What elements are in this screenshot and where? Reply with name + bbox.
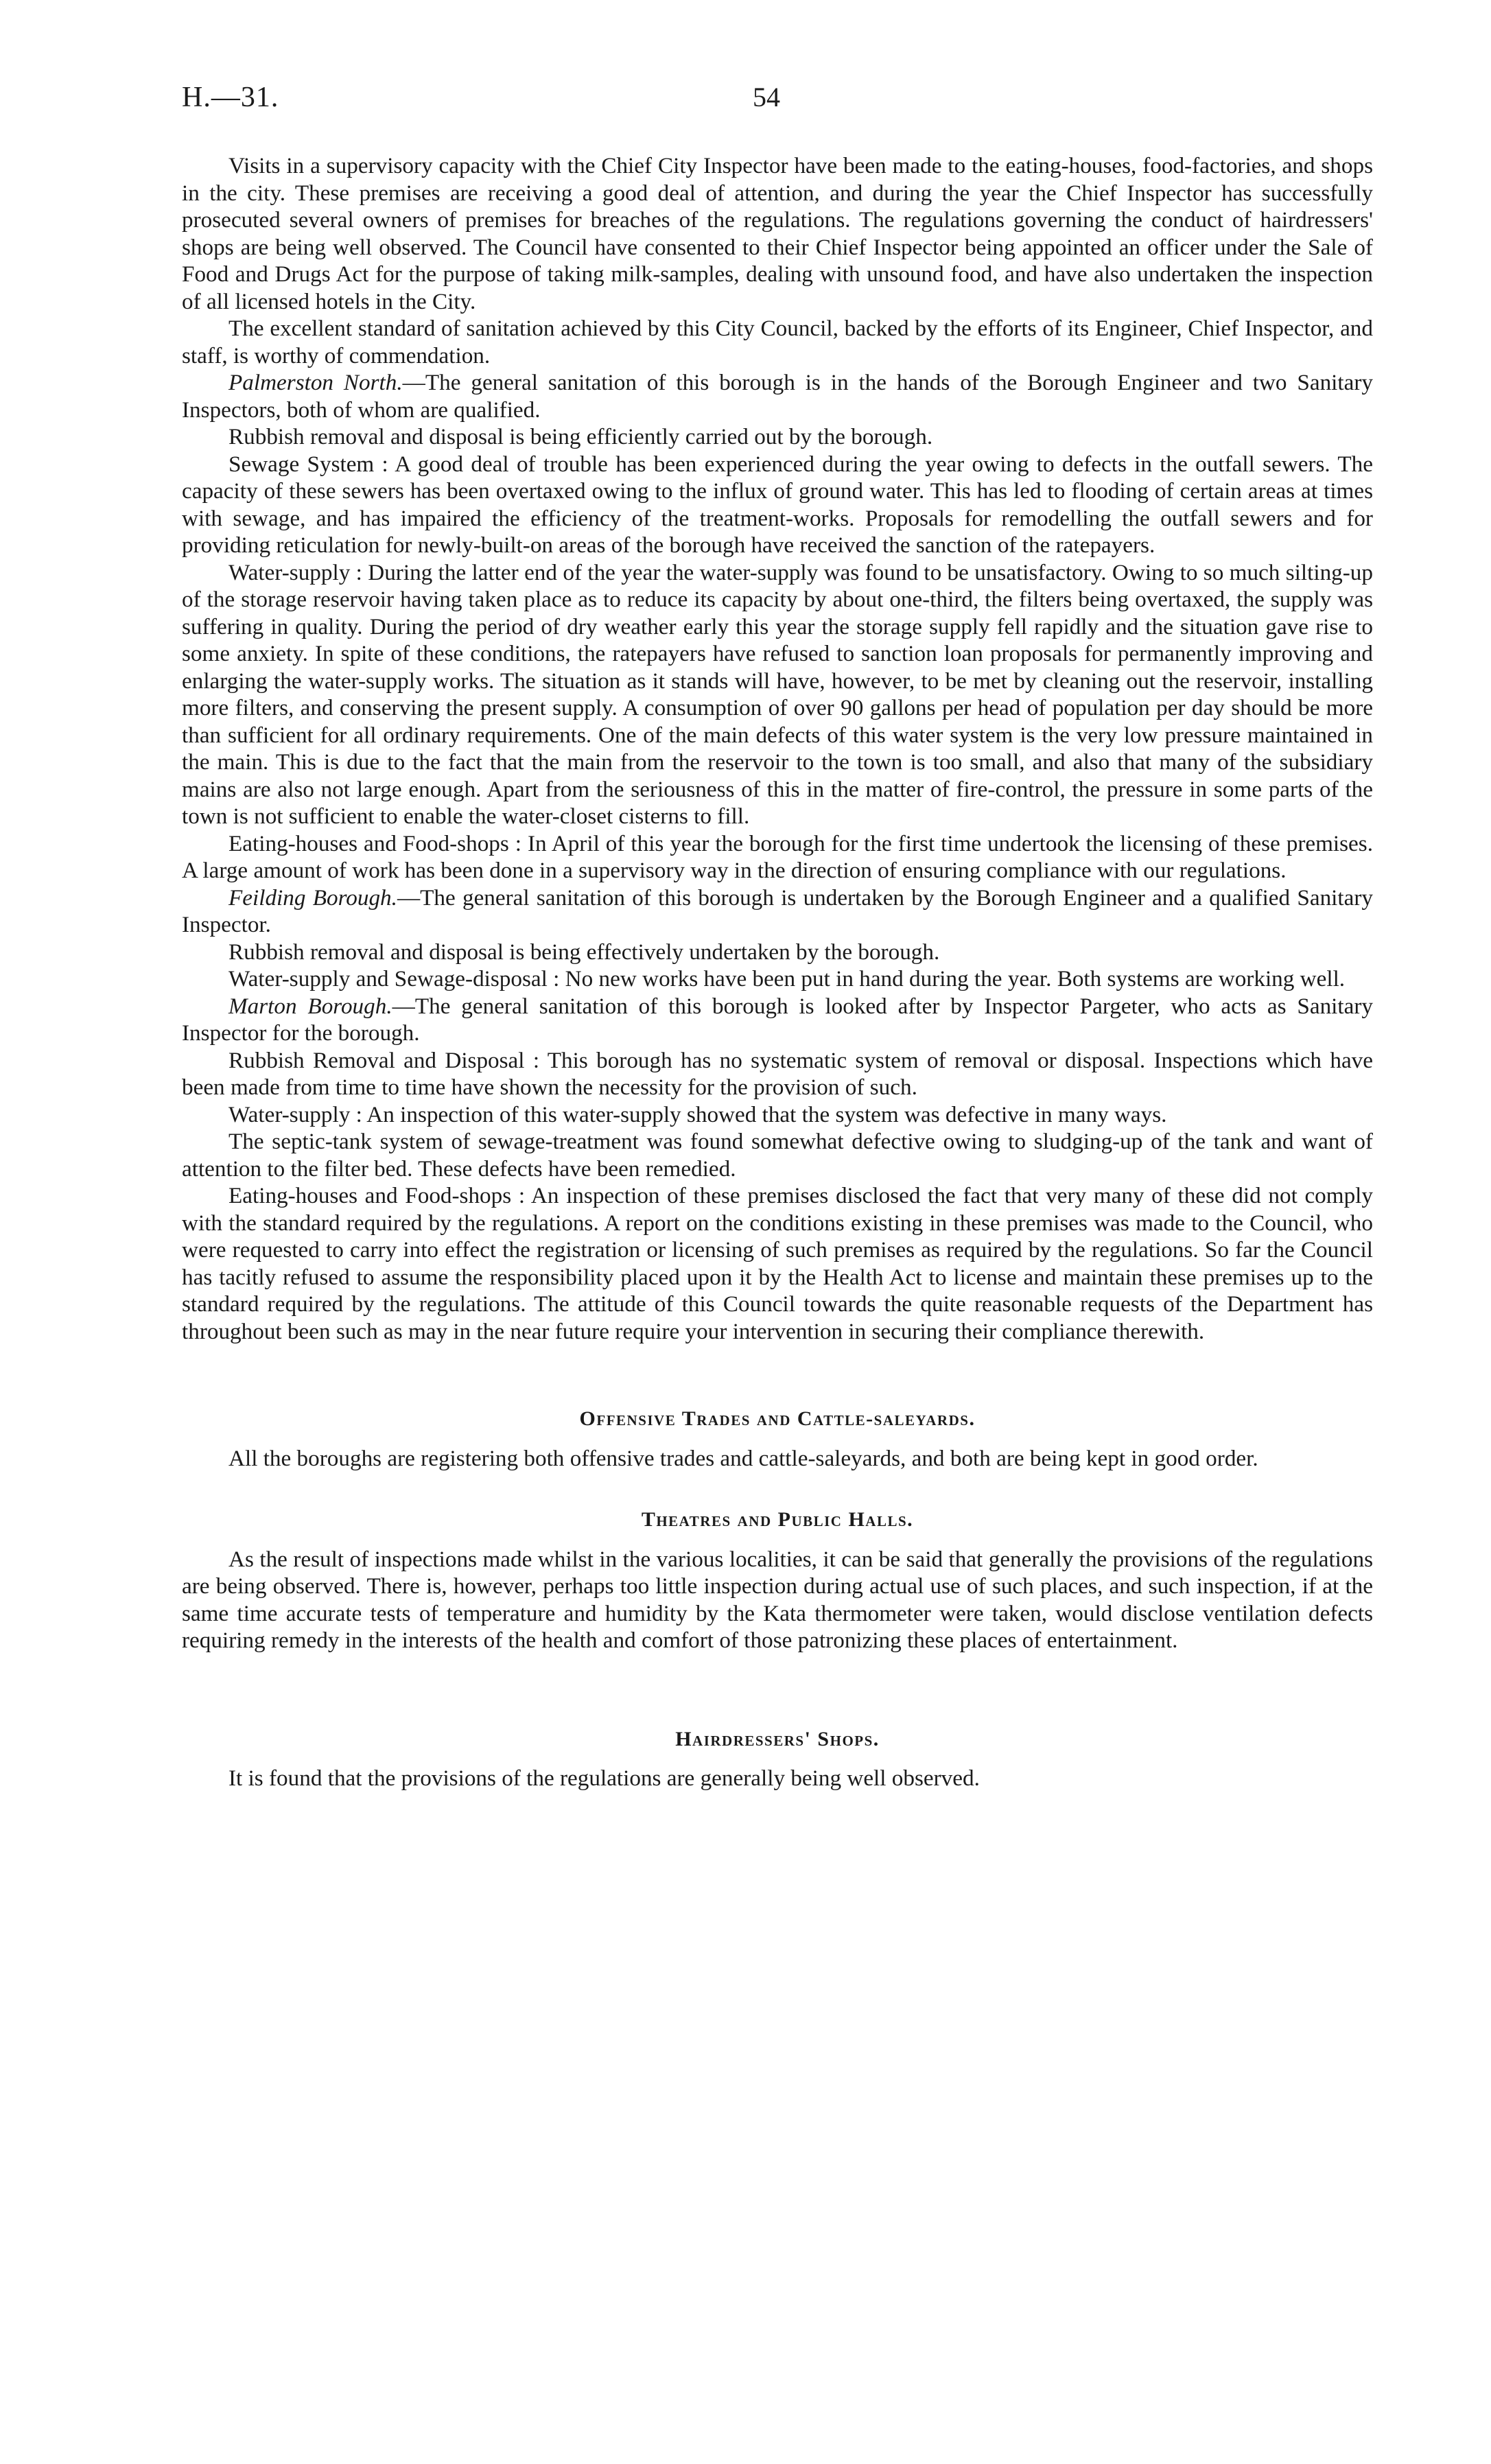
body-text (182, 152, 1373, 1792)
paragraph-marton-eating: Eating-houses and Food-shops : An inspection of these premises disclosed the fact that very many of these did not comply with the standard required by the regulations. A report on the conditions existing in these premises was made to the Council, who were requested to carry into effect the registration or licensing of such premises as required by the regulations. So far the Council has tacitly refused to assume the responsibility placed upon it by the Health Act to license and maintain these premises up to the standard required by the regulations. The attitude of this Council towards the quite reasonable requests of the Department has throughout been such as may in the near future require your intervention in securing their compliance therewith. (182, 1183, 1373, 1344)
marton-intro-text: —The general sanitation of this borough is looked after by Inspector Pargeter, who acts as Sanitary Inspector for the borough. (182, 993, 1373, 1046)
paragraph-feilding-intro (182, 884, 1373, 939)
heading-offensive-trades: Offensive Trades and Cattle-saleyards. (579, 1407, 976, 1430)
heading-hairdressers: Hairdressers' Shops. (675, 1727, 880, 1750)
paragraph-feilding-water: Water-supply and Sewage-disposal : No new works have been put in hand during the year. Both systems are working well. (228, 966, 1346, 992)
paragraph-marton-intro (182, 993, 1373, 1047)
page-number: 54 (753, 82, 780, 113)
paragraph-marton-septic: The septic-tank system of sewage-treatment was found somewhat defective owing to sludging-up of the tank and want of attention to the filter bed. These defects have been remedied. (182, 1129, 1373, 1182)
document-code: H.—31. (182, 82, 279, 113)
paragraph-palmerston-water: Water-supply : During the latter end of the year the water-supply was found to be unsatisfactory. Owing to so much silting-up of the storage reservoir having taken place as to reduce its capacity by about one-third, the filters being overtaxed, the supply was suffering in quality. During the period of dry weather early this year the storage supply fell rapidly and the situation gave rise to some anxiety. In spite of these conditions, the ratepayers have refused to sanction loan proposals for permanently improving and enlarging the water-supply works. The situation as it stands will have, however, to be met by cleaning out the reservoir, installing more filters, and conserving the present supply. A consumption of over 90 gallons per head of population per day should be more than sufficient for all ordinary requirements. One of the main defects of this water system is the very low pressure maintained in the main. This is due to the fact that the main from the reservoir to the town is too small, and also that many of the subsidiary mains are also not large enough. Apart from the seriousness of this in the matter of fire-control, the pressure in some parts of the town is not sufficient to enable the water-closet cisterns to fill. (182, 559, 1373, 829)
paragraph-palmerston-sewage: Sewage System : A good deal of trouble has been experienced during the year owing to defects in the outfall sewers. The capacity of these sewers has been overtaxed owing to the influx of ground water. This has led to flooding of certain areas at times with sewage, and has impaired the efficiency of the treatment-works. Proposals for remodelling the outfall sewers and for providing reticulation for newly-built-on areas of the borough have received the sanction of the ratepayers. (182, 451, 1373, 558)
paragraph-marton-water: Water-supply : An inspection of this water-supply showed that the system was defective in many ways. (228, 1101, 1167, 1127)
feilding-intro-text: —The general sanitation of this borough is undertaken by the Borough Engineer and a qualified Sanitary Inspector. (182, 884, 1373, 937)
paragraph-palmerston-intro (182, 369, 1373, 423)
place-name-feilding: Feilding Borough. (228, 884, 397, 911)
paragraph-palmerston-eating: Eating-houses and Food-shops : In April of this year the borough for the first time undertook the licensing of these premises. A large amount of work has been done in a supervisory way in the direction of ensuring compliance with our regulations. (182, 830, 1373, 883)
heading-theatres: Theatres and Public Halls. (641, 1508, 914, 1531)
place-name-marton: Marton Borough. (228, 993, 392, 1019)
palmerston-intro-text: —The general sanitation of this borough is in the hands of the Borough Engineer and two Sanitary Inspectors, both of whom are qualified. (182, 370, 1373, 423)
paragraph-hairdressers: It is found that the provisions of the regulations are generally being well observed. (228, 1765, 980, 1791)
paragraph-offensive-trades: All the boroughs are registering both offensive trades and cattle-saleyards, and both are being kept in good order. (228, 1445, 1258, 1471)
paragraph-marton-rubbish: Rubbish Removal and Disposal : This borough has no systematic system of removal or disposal. Inspections which have been made from time to time have shown the necessity for the provision of such. (182, 1047, 1373, 1100)
paragraph-city-commendation: The excellent standard of sanitation achieved by this City Council, backed by the efforts of its Engineer, Chief Inspector, and staff, is worthy of commendation. (182, 316, 1373, 368)
paragraph-feilding-rubbish: Rubbish removal and disposal is being effectively undertaken by the borough. (228, 939, 940, 965)
paragraph-palmerston-rubbish: Rubbish removal and disposal is being efficiently carried out by the borough. (228, 424, 933, 449)
paragraph-city-inspections: Visits in a supervisory capacity with the Chief City Inspector have been made to the eating-houses, food-factories, and shops in the city. These premises are receiving a good deal of attention, and during the year the Chief Inspector has successfully prosecuted several owners of premises for breaches of the regulations. The regulations governing the conduct of hairdressers' shops are being well observed. The Council have consented to their Chief Inspector being appointed an officer under the Sale of Food and Drugs Act for the purpose of taking milk-samples, dealing with unsound food, and have also undertaken the inspection of all licensed hotels in the City. (182, 153, 1373, 314)
page-header (182, 81, 1373, 122)
place-name-palmerston: Palmerston North. (228, 370, 403, 395)
paragraph-theatres: As the result of inspections made whilst in the various localities, it can be said that generally the provisions of the regulations are being observed. There is, however, perhaps too little inspection during actual use of such places, and such inspection, if at the same time accurate tests of temperature and humidity by the Kata thermometer were taken, would disclose ventilation defects requiring remedy in the interests of the health and comfort of those patronizing these places of entertainment. (182, 1546, 1373, 1653)
